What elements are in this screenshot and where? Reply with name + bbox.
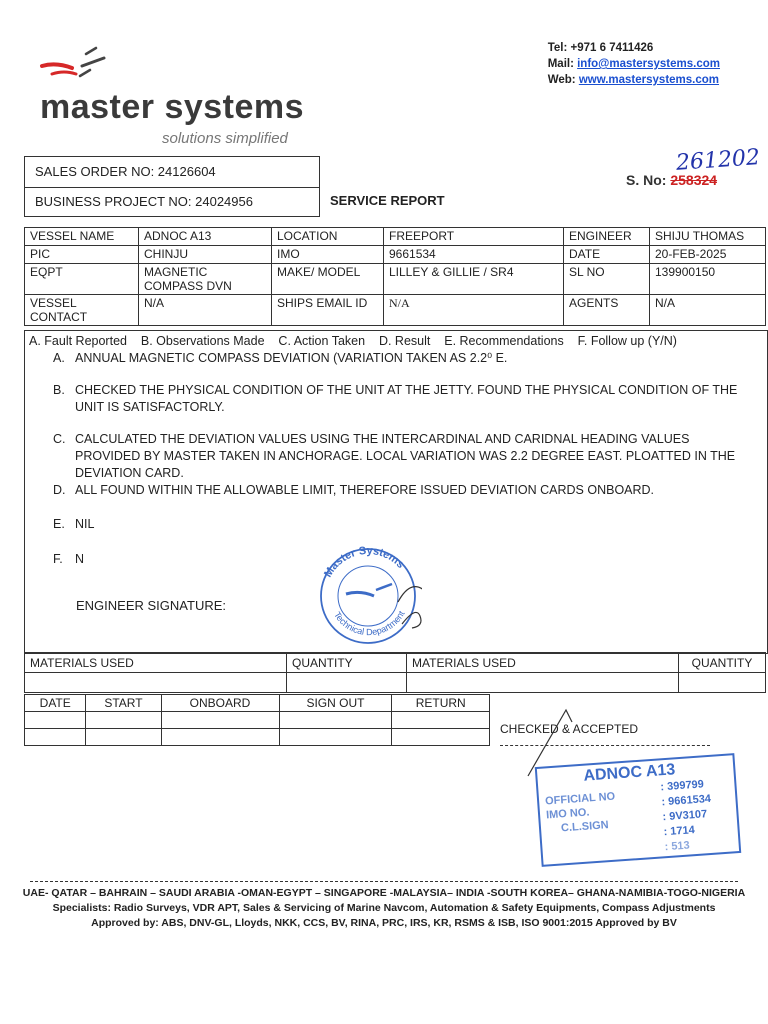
value-engineer: SHIJU THOMAS (650, 228, 766, 246)
svg-text:Master Systems (322, 546, 406, 580)
header-sign-out: SIGN OUT (279, 695, 392, 712)
stamp-bottom-text: Technical Department (332, 609, 407, 638)
header-return: RETURN (392, 695, 490, 712)
list-item: C. CALCULATED THE DEVIATION VALUES USING THE INTERCARDINAL AND CARIDNAL HEADING VALUES PROVIDED BY MASTER TAKEN IN ANCHORAGE. LOCAL VARIATION WAS 2.2 DEGREE EAST. PLOATTED IN THE DEVIATION CARD. (53, 432, 736, 480)
business-project-box: BUSINESS PROJECT NO: 24024956 (24, 187, 320, 217)
value-eqpt: MAGNETIC COMPASS DVN (139, 264, 272, 295)
label-agents: AGENTS (564, 295, 650, 326)
label-vessel-contact: VESSEL CONTACT (25, 295, 139, 326)
list-item: B. CHECKED THE PHYSICAL CONDITION OF THE UNIT AT THE JETTY. FOUND THE PHYSICAL CONDITION OF THE UNIT IS SATISFACTORLY. (53, 383, 738, 414)
label-ships-email: SHIPS EMAIL ID (272, 295, 384, 326)
table-row (25, 673, 766, 693)
value-agents: N/A (650, 295, 766, 326)
company-stamp-icon (312, 546, 422, 646)
label-imo: IMO (272, 246, 384, 264)
table-row (25, 264, 766, 295)
footer-divider (30, 881, 738, 882)
value-make-model: LILLEY & GILLIE / SR4 (384, 264, 564, 295)
ship-stamp-name: ADNOC A13 (582, 761, 676, 785)
serial-number: S. No: 258324 (626, 172, 718, 188)
header-quantity: QUANTITY (287, 653, 407, 673)
time-log-table (24, 694, 490, 746)
label-engineer: ENGINEER (564, 228, 650, 246)
footer-locations: UAE- QATAR – BAHRAIN – SAUDI ARABIA -OMAN-EGYPT – SINGAPORE -MALAYSIA– INDIA -SOUTH KOREA– GHANA-NAMIBIA-TOGO-NIGERIA (22, 887, 746, 899)
label-sl-no: SL NO (564, 264, 650, 295)
header-materials-used: MATERIALS USED (25, 653, 287, 673)
contact-tel: Tel: +971 6 7411426 (547, 42, 654, 54)
table-row (25, 712, 490, 729)
value-ships-email: N/A (384, 295, 564, 326)
value-vessel-name: ADNOC A13 (139, 228, 272, 246)
header-onboard: ONBOARD (161, 695, 279, 712)
value-vessel-contact: N/A (139, 295, 272, 326)
table-row (25, 729, 490, 746)
sales-order-box: SALES ORDER NO: 24126604 (24, 156, 320, 188)
email-link[interactable]: info@mastersystems.com (577, 58, 720, 70)
footer (20, 886, 748, 931)
header-start: START (86, 695, 161, 712)
engineer-signature-label: ENGINEER SIGNATURE: (76, 598, 227, 613)
table-row (25, 246, 766, 264)
brand-tagline: solutions simplified (162, 130, 288, 147)
label-eqpt: EQPT (25, 264, 139, 295)
struck-serial: 258324 (670, 172, 718, 188)
list-item: A. ANNUAL MAGNETIC COMPASS DEVIATION (VARIATION TAKEN AS 2.2⁰ E. (53, 351, 508, 365)
label-vessel-name: VESSEL NAME (25, 228, 139, 246)
report-title: SERVICE REPORT (330, 193, 445, 208)
label-make-model: MAKE/ MODEL (272, 264, 384, 295)
footer-specialists: Specialists: Radio Surveys, VDR APT, Sales & Servicing of Marine Navcom, Automation & Safety Equipments, Compass Adjustments (52, 902, 716, 914)
footer-approvals: Approved by: ABS, DNV-GL, Lloyds, NKK, CCS, BV, RINA, PRC, IRS, KR, RSMS & ISB, ISO 9001:2015 Approved by BV (91, 917, 677, 929)
brand-name: master systems (40, 88, 305, 126)
label-pic: PIC (25, 246, 139, 264)
list-item: E. NIL (53, 517, 95, 531)
header-quantity-2: QUANTITY (679, 653, 766, 673)
table-row (25, 653, 766, 673)
stamp-top-text: Master Systems (322, 546, 407, 580)
table-row (25, 228, 766, 246)
table-row (25, 695, 490, 712)
list-item: D. ALL FOUND WITHIN THE ALLOWABLE LIMIT, THEREFORE ISSUED DEVIATION CARDS ONBOARD. (53, 483, 655, 497)
handwritten-serial: 261202 (675, 145, 761, 176)
label-location: LOCATION (272, 228, 384, 246)
materials-table (24, 652, 766, 693)
header-materials-used-2: MATERIALS USED (407, 653, 679, 673)
value-location: FREEPORT (384, 228, 564, 246)
checked-accepted-label: CHECKED & ACCEPTED (500, 722, 639, 736)
value-sl-no: 139900150 (650, 264, 766, 295)
ship-stamp: ADNOC A13 OFFICIAL NO IMO NO. C.L.SIGN : 399799 : 9661534 : 9V3107 : 1714 : 513 (535, 753, 741, 867)
list-item: F. N (53, 552, 85, 566)
contact-block: Tel: +971 6 7411426 Mail: info@mastersystems.com Web: www.mastersystems.com (547, 42, 720, 86)
header-date: DATE (25, 695, 86, 712)
vessel-info-table (24, 227, 766, 326)
value-imo: 9661534 (384, 246, 564, 264)
web-link[interactable]: www.mastersystems.com (578, 74, 720, 86)
value-pic: CHINJU (139, 246, 272, 264)
label-date: DATE (564, 246, 650, 264)
logo-icon (38, 44, 118, 90)
notes-legend: A. Fault Reported B. Observations Made C. Action Taken D. Result E. Recommendations F. Follow up (Y/N) (29, 334, 677, 348)
value-date: 20-FEB-2025 (650, 246, 766, 264)
table-row (25, 295, 766, 326)
